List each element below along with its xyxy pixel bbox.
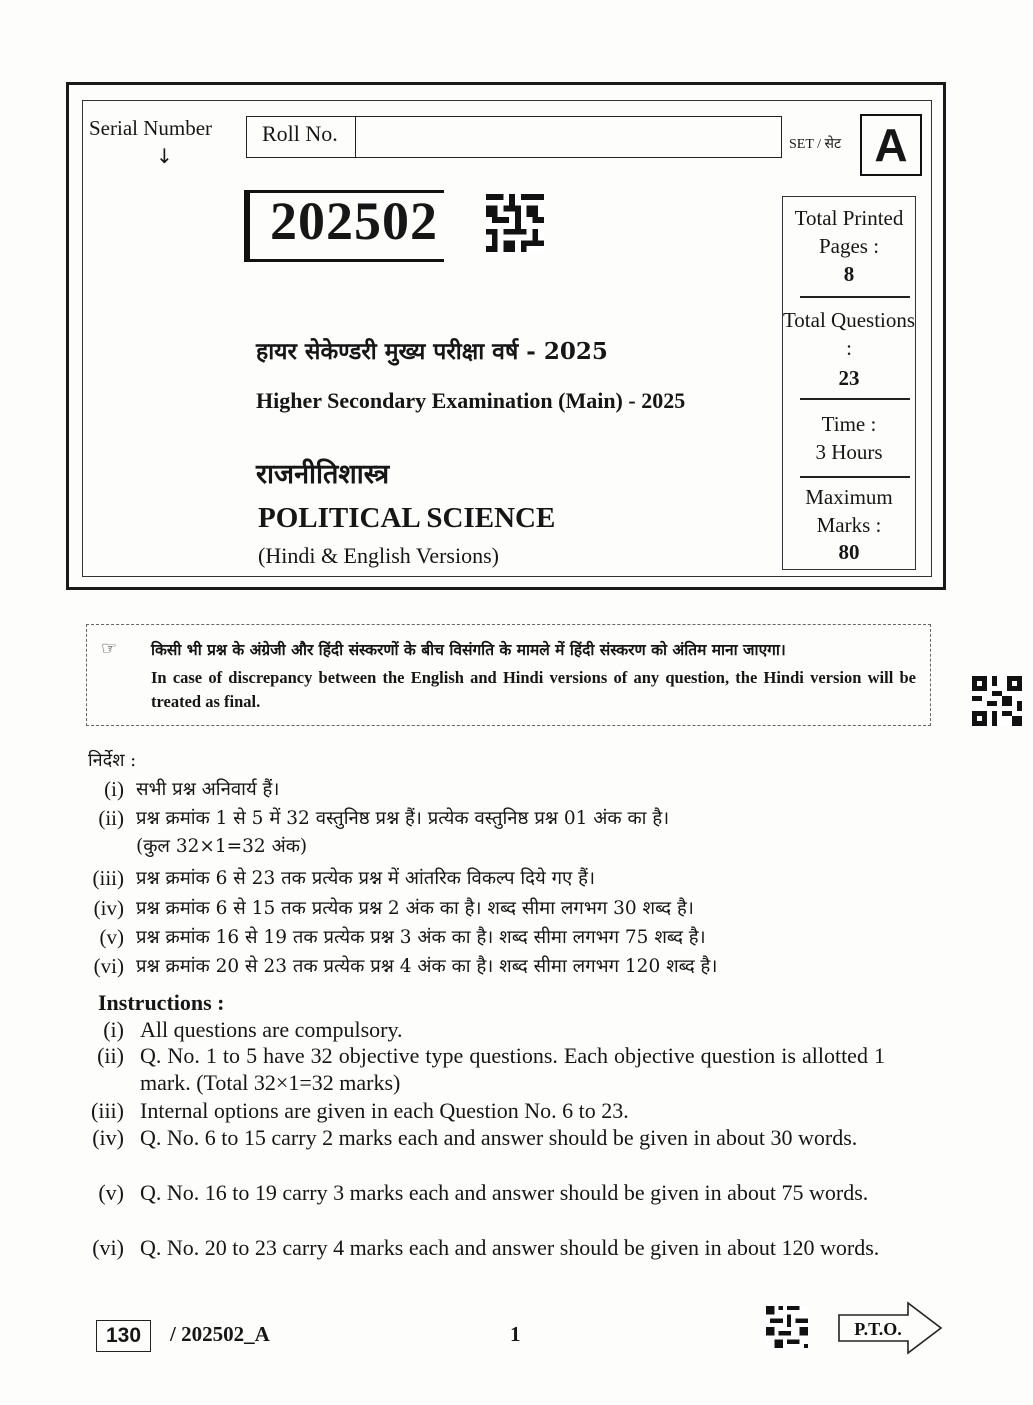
time-value: 3 Hours bbox=[815, 440, 883, 464]
exam-title-hindi: हायर सेकेण्डरी मुख्य परीक्षा वर्ष - 2025 bbox=[256, 338, 608, 365]
item-text: All questions are compulsory. bbox=[140, 1017, 403, 1042]
total-questions-value: 23 bbox=[838, 366, 860, 390]
item-text: Internal options are given in each Question No. 6 to 23. bbox=[140, 1098, 629, 1123]
total-questions-label: Total Questions : bbox=[782, 308, 916, 360]
item-number: (iii) bbox=[92, 866, 124, 890]
subject-title-hindi: राजनीतिशास्त्र bbox=[256, 459, 390, 490]
exam-title-english: Higher Secondary Examination (Main) - 2025 bbox=[256, 388, 686, 413]
item-number: (vi) bbox=[92, 1235, 124, 1260]
paper-code: 202502 bbox=[270, 191, 438, 251]
roll-number-divider bbox=[355, 117, 356, 157]
info-divider bbox=[800, 476, 910, 478]
note-hindi: किसी भी प्रश्न के अंग्रेजी और हिंदी संस्करणों के बीच विसंगति के मामले में हिंदी संस्करण को अंतिम माना जाएगा। bbox=[151, 640, 786, 659]
note-english: In case of discrepancy between the English and Hindi versions of any question, the Hindi version will be treated as final. bbox=[151, 668, 916, 711]
item-number: (iv) bbox=[92, 1125, 124, 1150]
item-number: (v) bbox=[98, 1180, 124, 1205]
item-number: (ii) bbox=[97, 1043, 124, 1068]
item-number: (v) bbox=[99, 925, 124, 949]
paper-code-bottom-rule bbox=[250, 259, 444, 262]
page-number: 1 bbox=[510, 1322, 521, 1346]
item-text: Q. No. 1 to 5 have 32 objective type questions. Each objective question is allotted 1 mark. (Total 32×1=32 marks) bbox=[140, 1043, 885, 1095]
info-divider bbox=[800, 398, 910, 400]
qr-code-icon bbox=[486, 194, 544, 252]
subject-title-english: POLITICAL SCIENCE bbox=[258, 502, 556, 534]
item-text: Q. No. 16 to 19 carry 3 marks each and answer should be given in about 75 words. bbox=[140, 1180, 869, 1205]
pto-label: P.T.O. bbox=[854, 1319, 902, 1339]
item-text: Q. No. 20 to 23 carry 4 marks each and answer should be given in about 120 words. bbox=[140, 1235, 880, 1260]
time-label: Time : bbox=[821, 412, 877, 436]
footer-paper-code: / 202502_A bbox=[170, 1322, 270, 1346]
info-divider bbox=[800, 296, 910, 298]
item-number: (i) bbox=[104, 777, 124, 801]
item-number: (ii) bbox=[98, 806, 124, 830]
item-text: प्रश्न क्रमांक 6 से 15 तक प्रत्येक प्रश्न 2 अंक का है। शब्द सीमा लगभग 30 शब्द है। bbox=[136, 898, 694, 919]
total-pages-value: 8 bbox=[843, 262, 855, 286]
qr-code-icon bbox=[766, 1306, 808, 1348]
set-badge: A bbox=[860, 114, 922, 176]
down-arrow-icon: ↓ bbox=[156, 144, 173, 168]
qr-code-icon bbox=[972, 676, 1022, 726]
set-label: SET / सेट bbox=[789, 137, 842, 152]
versions-note: (Hindi & English Versions) bbox=[258, 543, 499, 568]
hindi-instructions-heading: निर्देश : bbox=[88, 750, 137, 771]
item-number: (iii) bbox=[91, 1098, 124, 1123]
pointing-hand-icon: ☞ bbox=[101, 638, 118, 659]
item-number: (vi) bbox=[93, 954, 124, 978]
total-pages-label: Total Printed Pages : bbox=[794, 206, 904, 258]
maximum-marks-value: 80 bbox=[838, 540, 860, 564]
item-text: Q. No. 6 to 15 carry 2 marks each and answer should be given in about 30 words. bbox=[140, 1125, 858, 1150]
item-text: सभी प्रश्न अनिवार्य हैं। bbox=[136, 779, 280, 800]
maximum-marks-label: Maximum Marks : bbox=[805, 485, 893, 537]
paper-code-bracket bbox=[244, 190, 250, 262]
item-text: प्रश्न क्रमांक 1 से 5 में 32 वस्तुनिष्ठ प्रश्न हैं। प्रत्येक वस्तुनिष्ठ प्रश्न 01 अंक का है। bbox=[136, 808, 670, 829]
serial-number-label: Serial Number bbox=[89, 116, 213, 140]
item-number: (i) bbox=[103, 1017, 124, 1042]
pto-arrow-icon bbox=[836, 1300, 944, 1356]
item-number: (iv) bbox=[93, 896, 124, 920]
item-text-continued: (कुल 32×1=32 अंक) bbox=[136, 836, 308, 857]
page-box-number: 130 bbox=[96, 1320, 151, 1352]
roll-number-label: Roll No. bbox=[262, 121, 338, 146]
item-text: प्रश्न क्रमांक 20 से 23 तक प्रत्येक प्रश्न 4 अंक का है। शब्द सीमा लगभग 120 शब्द है। bbox=[136, 956, 718, 977]
english-instructions-heading: Instructions : bbox=[98, 990, 225, 1015]
item-text: प्रश्न क्रमांक 16 से 19 तक प्रत्येक प्रश्न 3 अंक का है। शब्द सीमा लगभग 75 शब्द है। bbox=[136, 927, 706, 948]
item-text: प्रश्न क्रमांक 6 से 23 तक प्रत्येक प्रश्न में आंतरिक विकल्प दिये गए हैं। bbox=[136, 868, 595, 889]
